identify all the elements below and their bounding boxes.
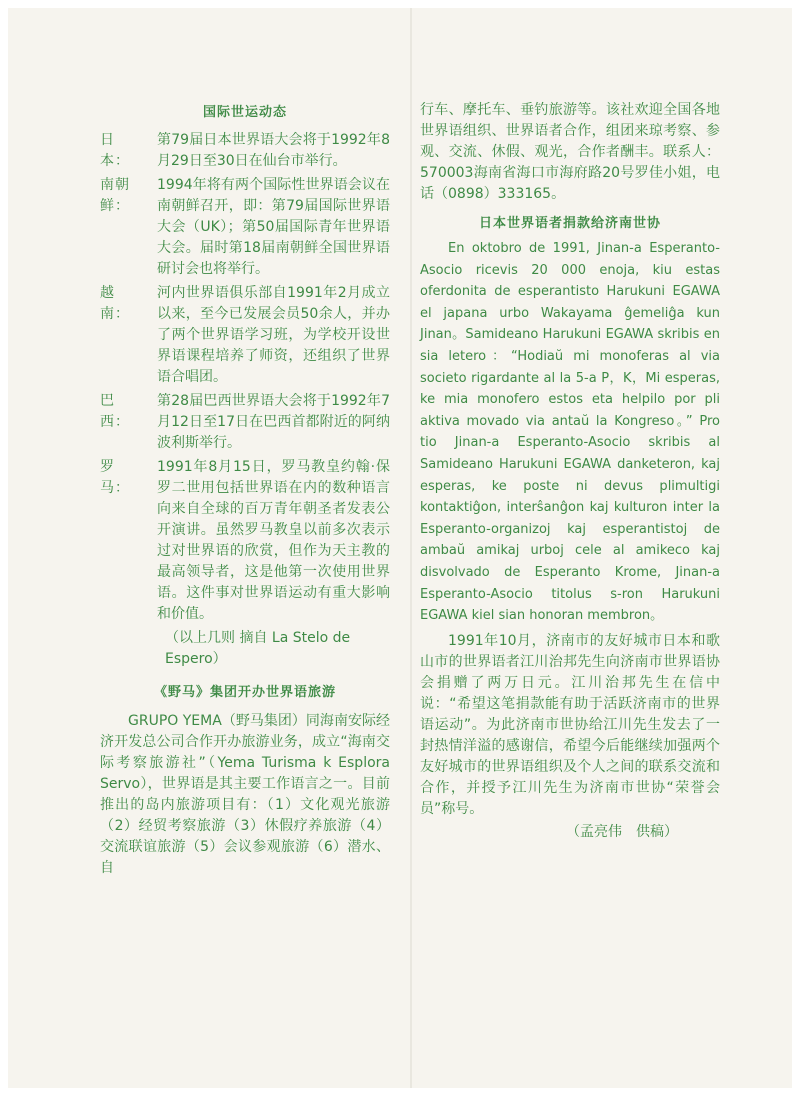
entry-text: 1994年将有两个国际性世界语会议在南朝鲜召开，即：第79届国际世界语大会（UK）；第50届国际青年世界语大会。届时第18届南朝鲜全国世界语研讨会也将举行。 <box>157 177 390 277</box>
entry-country: 日 本： <box>100 132 130 169</box>
entry-country: 巴 西： <box>100 393 130 430</box>
news-entry <box>100 283 390 388</box>
entry-country: 南朝鲜： <box>100 177 130 214</box>
entry-text: 第79届日本世界语大会将于1992年8月29日至30日在仙台市举行。 <box>157 132 390 169</box>
page-fold <box>410 8 412 1088</box>
yema-heading: 《野马》集团开办世界语旅游 <box>153 685 336 700</box>
entry-country: 越 南： <box>100 285 130 322</box>
news-entry <box>100 130 390 172</box>
news-entry <box>100 175 390 280</box>
contributor-credit: （孟亮伟 供稿） <box>566 823 678 840</box>
source-note: （以上几则 摘自 La Stelo de Espero） <box>165 630 351 667</box>
chinese-article-text: 1991年10月，济南市的友好城市日本和歌山市的世界语者江川治邦先生向济南市世界语协会捐赠了两万日元。江川治邦先生在信中说：“希望这笔捐款能有助于活跃济南市的世界语运动”。为此济南市世协给江川先生发去了一封热情洋溢的感谢信，希望今后能继续加强两个友好城市的世界语组织及个人之间的联系交流和合作，并授予江川先生为济南市世协“荣誉会员”称号。 <box>420 632 720 817</box>
yema-article-continued: 行车、摩托车、垂钓旅游等。该社欢迎全国各地世界语组织、世界语者合作，组团来琼考察、参观、交流、休假、观光，合作者酬丰。联系人：570003海南省海口市海府路20号罗佳小姐，电话（0898）333165。 <box>420 102 720 202</box>
entry-text: 河内世界语俱乐部自1991年2月成立以来，至今已发展会员50余人，并办了两个世界语学习班，为学校开设世界语课程培养了师资，还组织了世界语合唱团。 <box>157 285 390 385</box>
yema-article-text: GRUPO YEMA（野马集团）同海南安际经济开发总公司合作开办旅游业务，成立“海南交际考察旅游社”（Yema Turisma k Esplora Servo），世界语是其主要工作语言之一。目前推出的岛内旅游项目有：（1）文化观光旅游（2）经贸考察旅游（3）休假疗养旅游（4）交流联谊旅游（5）会议参观旅游（6）潜水、自 <box>100 713 390 876</box>
magazine-page <box>8 8 792 1088</box>
entry-text: 第28届巴西世界语大会将于1992年7月12日至17日在巴西首都附近的阿纳波利斯举行。 <box>157 393 390 451</box>
left-column <box>100 8 390 879</box>
right-column <box>420 8 720 843</box>
news-entry <box>100 391 390 454</box>
esperanto-article-text: En oktobro de 1991, Jinan-a Esperanto-Asocio ricevis 20 000 enoja, kiu estas oferdonita de esperantisto Harukuni EGAWA el japana urbo Wakayama ĝemeliĝa kun Jinan。Samideano Harukuni EGAWA skribis en sia letero：“Hodiaŭ mi monoferas al via societo rigardante al la 5-a P，K，Mi esperas, ke mia monofero estos eta helpilo por pli aktiva movado via antaŭ la Kongreso。” Pro tio Jinan-a Esperanto-Asocio skribis al Samideano Harukuni EGAWA danketeron, kaj esperas, ke poste ni devus plimultigi kontaktiĝon, interŝanĝon kaj kulturon inter la Esperanto-organizoj kaj esperantistoj de ambaŭ amikaj urboj cele al amikeco kaj disvolvado de Esperanto Krome, Jinan-a Esperanto-Asocio titolus s-ron Harukuni EGAWA kiel sian honoran membron。 <box>420 241 720 624</box>
entry-text: 1991年8月15日，罗马教皇约翰·保罗二世用包括世界语在内的数种语言向来自全球的百万青年朝圣者发表公开演讲。虽然罗马教皇以前多次表示过对世界语的欣赏，但作为天主教的最高领导者，这是他第一次使用世界语。这件事对世界语运动有重大影响和价值。 <box>157 459 390 622</box>
news-heading: 国际世运动态 <box>202 105 287 120</box>
egawa-heading: 日本世界语者捐款给济南世协 <box>478 216 661 231</box>
news-entry <box>100 457 390 625</box>
entry-country: 罗 马： <box>100 459 130 496</box>
